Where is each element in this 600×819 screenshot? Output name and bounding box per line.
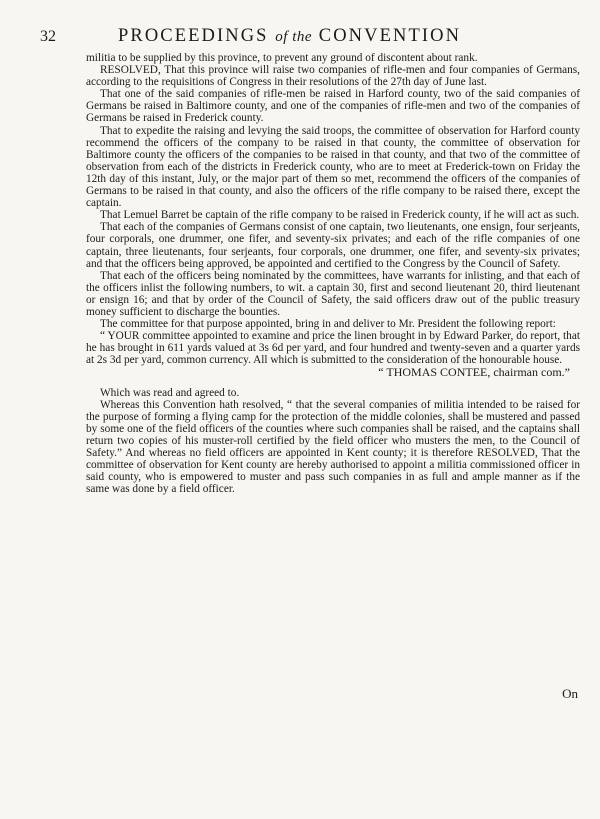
paragraph-company-composition: That each of the companies of Germans consist of one captain, two lieutenants, one ensign, four serjeants, four corporals, one drummer, one fifer, and seventy-six privates; and each of the rifle companies of one captain, three lieutenants, four serjeants, four corporals, one drummer, one fifer, and seventy-six privates; and that the officers being approved, be appointed and certified to the Congress by the Council of Safety.	[86, 221, 580, 270]
paragraph-expedite-levying: That to expedite the raising and levying the said troops, the committee of observation for Harford county recommend the officers of the company to be raised in that county, the committee of observation for Baltimore county the officers of the companies to be raised in that county, and that two of the committee of observation from each of the districts in Frederick county, who are to meet at Frederick-town on Friday the 12th day of this instant, July, or the major part of them so met, recommend the officers of the companies of Germans to be raised in that county, and also the officers of the rifle company to be raised there, except the captain.	[86, 124, 580, 210]
paragraph-committee-report-intro: The committee for that purpose appointed, bring in and deliver to Mr. President the following report:	[100, 318, 556, 331]
paragraph-militia-muster: Whereas this Convention hath resolved, “ that the several companies of militia intended to be raised for the purpose of forming a flying camp for the protection of the middle colonies, shall be mustered and passed by some one of the field officers of the counties where such companies shall be raised, and the captains shall return two copies of his muster-roll certified by the field officer who musters the men, to the Council of Safety.” And whereas no field officers are appointed in Kent county; it is therefore RESOLVED, That the committee of observation for Kent county are hereby authorised to appoint a militia commissioned officer in said county, who is empowered to muster and pass such companies in as full and ample manner as if the same was done by a field officer.	[86, 398, 580, 496]
page-body	[86, 52, 580, 495]
paragraph-company-counties: That one of the said companies of rifle-men be raised in Harford county, two of the said companies of Germans be raised in Baltimore county, and one of the companies of rifle-men and two of the companies of Germans be raised in Frederick county.	[86, 88, 580, 125]
running-head-right: CONVENTION	[318, 26, 462, 46]
catchword: On	[562, 686, 578, 701]
report-signature: “ THOMAS CONTEE, chairman com.”	[378, 365, 570, 380]
running-head	[118, 26, 461, 47]
paragraph-agreed: Which was read and agreed to.	[100, 386, 240, 399]
paragraph-continued: militia to be supplied by this province, to prevent any ground of discontent about rank.	[86, 52, 478, 64]
running-head-of: of the	[275, 29, 313, 45]
paragraph-warrants: That each of the officers being nominated by the committees, have warrants for inlisting, and that each of the officers inlist the following numbers, to wit. a captain 30, first and second lieutenant 20, third lieutenant or ensign 16; and that by order of the Council of Safety, the said officers draw out of the public treasury money sufficient to discharge the bounties.	[86, 269, 580, 318]
paragraph-resolved-companies: RESOLVED, That this province will raise two companies of rifle-men and four companies of Germans, according to the requisitions of Congress in their resolutions of the 27th day of June last.	[86, 64, 580, 89]
paragraph-lemuel-barret: That Lemuel Barret be captain of the rifle company to be raised in Frederick county, if he will act as such.	[100, 209, 580, 222]
page-number: 32	[40, 28, 56, 45]
paragraph-linen-report: “ YOUR committee appointed to examine and price the linen brought in by Edward Parker, do report, that he has brought in 611 yards valued at 3s 6d per yard, and four hundred and twenty-seven and a quarter yards at 2s 3d per yard, common currency. All which is submitted to the consideration of the honourable house.	[86, 330, 580, 367]
running-head-left: PROCEEDINGS	[118, 26, 269, 46]
page-header	[40, 26, 560, 50]
